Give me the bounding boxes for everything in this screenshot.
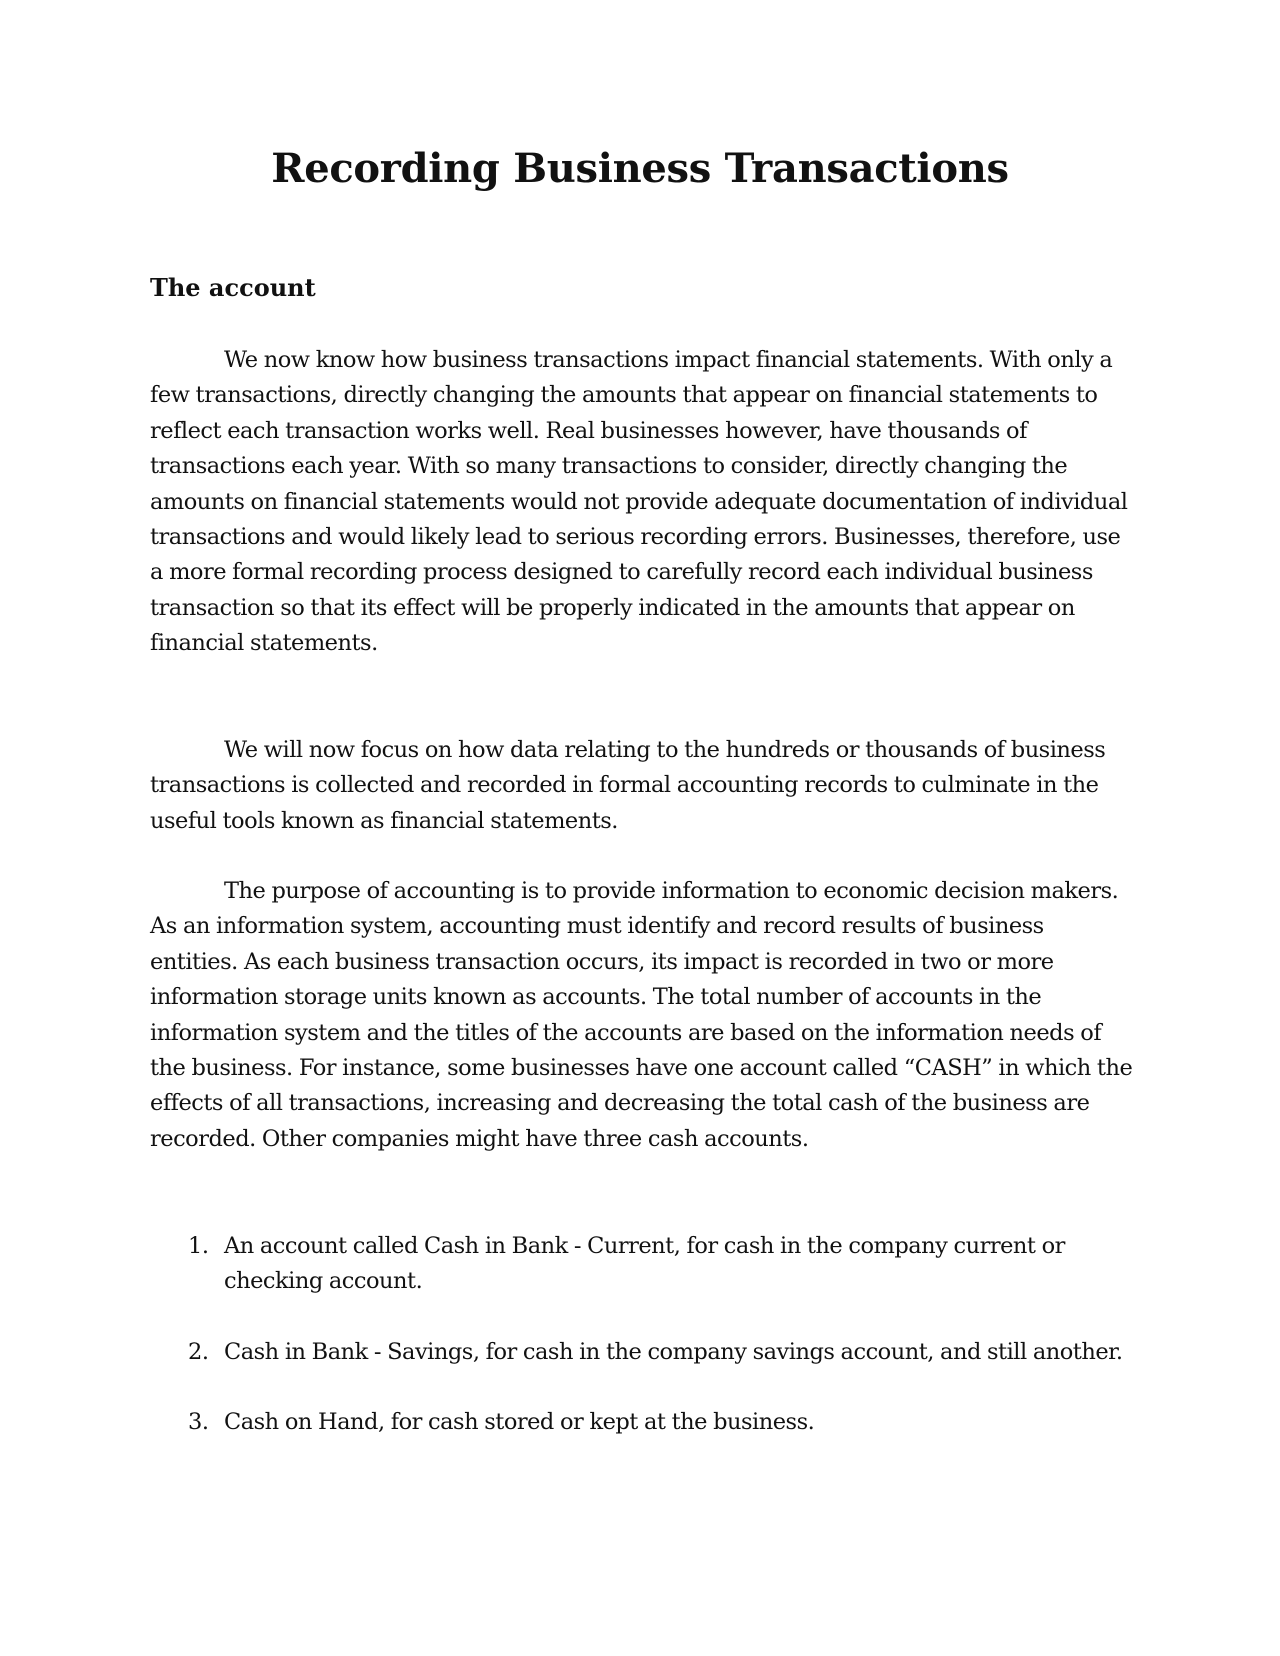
list-item-text: Cash on Hand, for cash stored or kept at the business. bbox=[224, 1409, 815, 1436]
section-heading: The account bbox=[150, 273, 316, 302]
list-item-text: An account called Cash in Bank - Current, for cash in the company current or checking account. bbox=[224, 1233, 1065, 1295]
list-item-text: Cash in Bank - Savings, for cash in the company savings account, and still another. bbox=[224, 1338, 1123, 1365]
list-item bbox=[150, 1229, 1135, 1300]
cash-accounts-list bbox=[150, 1229, 1135, 1476]
body-paragraph-1: We now know how business transactions impact financial statements. With only a few transactions, directly changing the amounts that appear on financial statements to reflect each transaction works well. Real businesses however, have thousands of transactions each year. With so many transactions to consider, directly changing the amounts on financial statements would not provide adequate documentation of individual transactions and would likely lead to serious recording errors. Businesses, therefore, use a more formal recording process designed to carefully record each individual business transaction so that its effect will be properly indicated in the amounts that appear on financial statements. bbox=[150, 347, 1128, 657]
list-item bbox=[150, 1405, 1135, 1440]
list-item-number: 1. bbox=[188, 1233, 209, 1259]
list-item bbox=[150, 1335, 1135, 1370]
list-item-number: 3. bbox=[188, 1409, 209, 1436]
list-item-number: 2. bbox=[188, 1338, 209, 1365]
document-title: Recording Business Transactions bbox=[271, 145, 1009, 192]
body-paragraph-2: We will now focus on how data relating to the hundreds or thousands of business transactions is collected and recorded in formal accounting records to culminate in the useful tools known as financial statements. bbox=[150, 737, 1106, 834]
body-paragraph-3: The purpose of accounting is to provide information to economic decision makers. As an information system, accounting must identify and record results of business entities. As each business transaction occurs, its impact is recorded in two or more information storage units known as accounts. The total number of accounts in the information system and the titles of the accounts are based on the information needs of the business. For instance, some businesses have one account called “CASH” in which the effects of all transactions, increasing and decreasing the total cash of the business are recorded. Other companies might have three cash accounts. bbox=[150, 878, 1133, 1152]
